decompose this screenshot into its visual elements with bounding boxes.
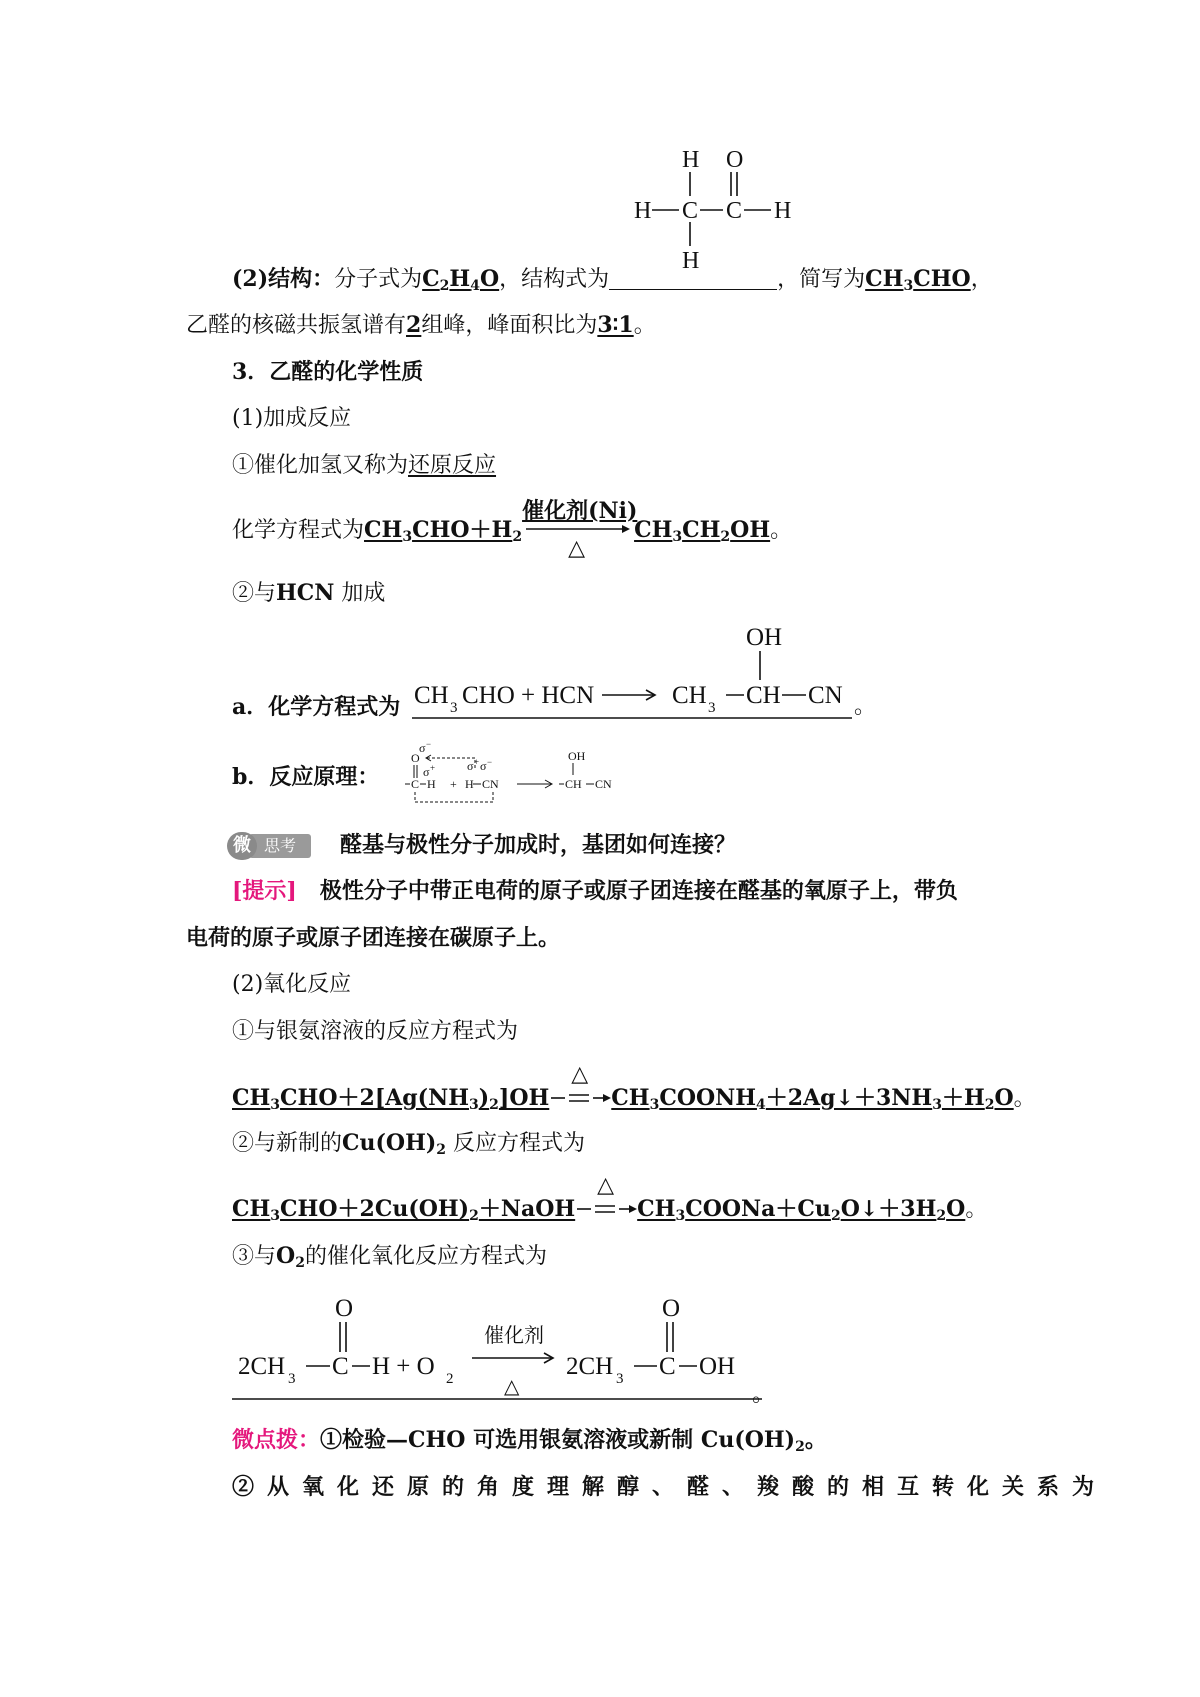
oh-group: OH <box>746 624 783 651</box>
product-cn: CN <box>595 777 612 791</box>
reactant-c: C <box>332 1353 349 1380</box>
product-oh: OH <box>699 1353 736 1380</box>
structural-formula-blank <box>609 263 777 290</box>
peak-count: 2 <box>406 312 422 338</box>
tips-label: 微点拨： <box>232 1427 321 1453</box>
atom-h-top: H <box>682 147 700 173</box>
arrow-icon <box>551 1091 611 1105</box>
hydrogenation-title: ①催化加氢又称为还原反应 <box>232 453 497 478</box>
sigma-plus-c: σ <box>423 765 430 779</box>
text: ，结构式为 <box>499 267 610 292</box>
svg-text:−: − <box>487 757 493 767</box>
tip-2: ②从氧化还原的角度理解醇、醛、羧酸的相互转化关系为 <box>232 1474 1108 1500</box>
reactant-sub3: 3 <box>288 1371 296 1387</box>
product-ch2: CH <box>746 682 781 709</box>
section-heading-chemical-properties: 3．乙醛的化学性质 <box>232 359 424 385</box>
product-sub3: 3 <box>616 1371 624 1387</box>
eq-lhs: $CH_3CHO+H_2$ <box>364 517 523 545</box>
reaction-arrow <box>522 498 638 561</box>
product-2ch: 2CH <box>566 1353 614 1380</box>
catalyst-label: 催化剂 <box>484 1325 544 1347</box>
think-badge-char: 微 <box>227 832 257 860</box>
section-label: (2)结构： <box>232 266 335 292</box>
reduction-reaction: 还原反应 <box>408 453 497 478</box>
sigma-plus-h: σ <box>467 759 474 773</box>
atom-c1: C <box>682 198 699 224</box>
plus-sign: + <box>450 777 457 791</box>
oxidation-heading: (2)氧化反应 <box>232 972 352 997</box>
product-sub3: 3 <box>708 700 716 716</box>
atom-h-left: H <box>634 198 652 224</box>
addition-heading: (1)加成反应 <box>232 406 352 431</box>
think-badge <box>227 832 313 860</box>
atom-o-top: O <box>726 147 744 173</box>
hcn-addition-title: ②与HCN 加成 <box>232 580 386 606</box>
atom-h-bottom: H <box>682 248 700 274</box>
text: ，简写为 <box>777 267 866 292</box>
heat-label: △ <box>571 1061 589 1087</box>
product-carbonyl-o: O <box>662 1295 681 1322</box>
product-ch: CH <box>565 777 582 791</box>
heat-label: △ <box>597 1172 615 1198</box>
eq-rhs: $CH_3CH_2OH$ <box>634 517 771 545</box>
oxygen-atom: O <box>411 751 420 765</box>
copper-title: ②与新制的$Cu(OH)_2$ 反应方程式为 <box>232 1130 586 1158</box>
heat-label: △ <box>568 535 585 561</box>
atom-h-right: H <box>774 198 792 224</box>
peak-area-ratio: 3∶1 <box>597 312 634 338</box>
svg-text:+: + <box>474 757 480 767</box>
text: 分子式为 <box>334 267 423 292</box>
reactant-carbonyl-o: O <box>335 1295 354 1322</box>
product-oh: OH <box>568 749 586 763</box>
hint-line-2: 电荷的原子或原子团连接在碳原子上。 <box>186 925 561 951</box>
hcn-equation <box>412 618 872 722</box>
mechanism-diagram <box>405 740 635 810</box>
hydrogenation-equation: 化学方程式为$CH_3CHO+H_2$ 催化剂(Ni) △ $CH_3CH_2OH$。 <box>232 498 793 561</box>
reactant-sub3: 3 <box>450 700 458 716</box>
reactant-2ch: 2CH <box>238 1353 286 1380</box>
hydrogen-atom: H <box>427 777 436 791</box>
mechanism-label: b．反应原理： <box>232 764 380 790</box>
catalyst-label: 催化剂(Ni) <box>522 498 638 524</box>
svg-text:−: − <box>426 740 432 749</box>
think-badge-text: 思考 <box>249 834 311 858</box>
silver-equation: $CH_3CHO+2[Ag(NH_3)_2]OH$ △ $CH_3COONH_4+2Ag↓+3NH_3+H_2O$。 <box>232 1061 1036 1113</box>
molecular-formula: $C_2H_4O$ <box>422 266 500 294</box>
reactant-rest: CHO + HCN <box>462 682 595 709</box>
o2-sub2: 2 <box>446 1371 454 1387</box>
sigma-minus-cn: σ <box>480 759 487 773</box>
hint-label: [提示] <box>232 878 297 904</box>
text: ， <box>970 267 993 292</box>
product-cn: CN <box>808 682 843 709</box>
short-formula: $CH_3CHO$ <box>865 266 971 294</box>
reactant-ch: CH <box>414 682 449 709</box>
heat-label: △ <box>504 1376 520 1398</box>
heat-arrow <box>549 1061 611 1113</box>
arrow-icon <box>577 1202 637 1216</box>
tip-1: 微点拨：①检验—CHO 可选用银氨溶液或新制 $Cu(OH)_2$。 <box>232 1427 827 1455</box>
hcn-equation-label: a．化学方程式为 <box>232 694 401 720</box>
think-question: 醛基与极性分子加成时，基团如何连接？ <box>340 832 737 858</box>
svg-text:+: + <box>430 763 436 773</box>
o2-end: 。 <box>752 1382 775 1407</box>
hint-line-1: [提示] 极性分子中带正电荷的原子或原子团连接在醛基的氧原子上，带负 <box>232 878 958 904</box>
sigma-minus-o: σ <box>419 741 426 755</box>
atom-c2: C <box>726 198 743 224</box>
silver-title: ①与银氨溶液的反应方程式为 <box>232 1019 519 1044</box>
hcn-cn: CN <box>482 777 499 791</box>
heat-arrow <box>575 1172 637 1224</box>
product-ch: CH <box>672 682 707 709</box>
product-c: C <box>659 1353 676 1380</box>
copper-equation: $CH_3CHO+2Cu(OH)_2+NaOH$ △ $CH_3COONa+Cu_2O↓+3H_2O$。 <box>232 1172 988 1224</box>
nmr-line: 乙醛的核磁共振氢谱有2组峰，峰面积比为3∶1。 <box>186 312 656 338</box>
structure-line <box>232 263 993 295</box>
o2-title: ③与$O_2$的催化氧化反应方程式为 <box>232 1243 547 1271</box>
dashed-connector-bottom <box>415 792 493 802</box>
eq-lead: 化学方程式为 <box>232 518 365 543</box>
carbon-atom: C <box>411 777 420 791</box>
hcn-end: 。 <box>854 694 877 719</box>
o2-oxidation-equation <box>232 1292 772 1402</box>
hcn-h: H <box>465 777 474 791</box>
reactant-h-o2: H + O <box>372 1353 435 1380</box>
